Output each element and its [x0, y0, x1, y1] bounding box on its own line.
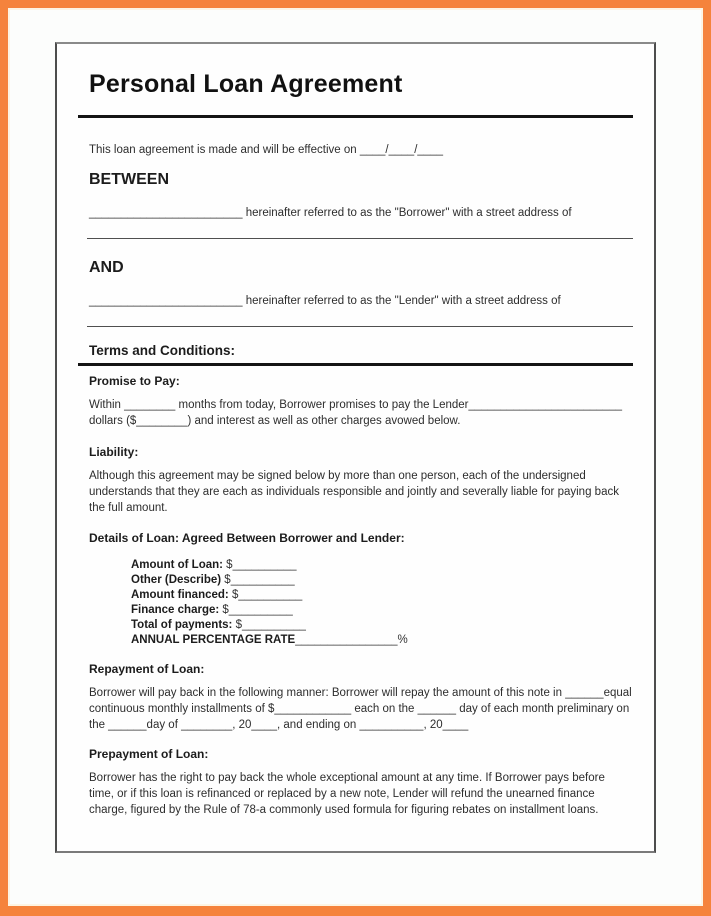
detail-label: Other (Describe) — [131, 574, 222, 586]
repayment-line: continuous monthly installments of $____________ each on the ______ day of each month preliminary on — [89, 703, 630, 715]
detail-label: Amount of Loan: — [131, 559, 223, 571]
liability-line: the full amount. — [89, 502, 168, 514]
loan-details-heading: Details of Loan: Agreed Between Borrower and Lender: — [89, 531, 405, 545]
promise-heading: Promise to Pay: — [89, 374, 180, 388]
repayment-heading: Repayment of Loan: — [89, 662, 205, 676]
detail-blank: $__________ — [219, 604, 293, 616]
lender-intro-line: ________________________ hereinafter referred to as the "Lender" with a street address of — [89, 295, 561, 307]
detail-label: Total of payments: — [131, 619, 233, 631]
detail-blank: ________________% — [295, 634, 408, 646]
terms-rule — [78, 363, 633, 366]
prepayment-line: charge, figured by the Rule of 78-a commonly used formula for figuring rebates on installment loans. — [89, 804, 599, 816]
prepayment-line: Borrower has the right to pay back the whole exceptional amount at any time. If Borrower pays before — [89, 772, 605, 784]
detail-label: Amount financed: — [131, 589, 229, 601]
and-heading: AND — [89, 259, 124, 276]
terms-heading: Terms and Conditions: — [89, 343, 236, 358]
repayment-line: Borrower will pay back in the following manner: Borrower will repay the amount of this note in ______equal — [89, 687, 632, 699]
detail-blank: $__________ — [221, 574, 295, 586]
loan-detail-row — [131, 603, 633, 618]
document-title: Personal Loan Agreement — [89, 70, 403, 98]
loan-detail-row — [131, 573, 633, 588]
detail-label: Finance charge: — [131, 604, 220, 616]
liability-heading: Liability: — [89, 445, 139, 459]
loan-detail-row — [131, 558, 633, 573]
prepayment-heading: Prepayment of Loan: — [89, 747, 209, 761]
loan-details-list — [131, 558, 633, 648]
between-heading: BETWEEN — [89, 171, 169, 188]
detail-blank: $__________ — [232, 619, 306, 631]
promise-line: Within ________ months from today, Borrower promises to pay the Lender________________________ — [89, 399, 622, 411]
title-rule — [78, 115, 633, 118]
loan-detail-row — [131, 633, 633, 648]
lender-address-blank-line — [87, 326, 633, 327]
prepayment-line: time, or if this loan is refinanced or replaced by a new note, Lender will refund the unearned finance — [89, 788, 595, 800]
liability-line: understands that they are each as individuals responsible and jointly and severally liable for paying back — [89, 486, 619, 498]
loan-detail-row — [131, 588, 633, 603]
intro-line: This loan agreement is made and will be effective on ____/____/____ — [89, 144, 443, 156]
detail-blank: $__________ — [228, 589, 303, 601]
borrower-intro-line: ________________________ hereinafter referred to as the "Borrower" with a street address of — [89, 207, 572, 219]
detail-label: ANNUAL PERCENTAGE RATE — [131, 634, 296, 646]
borrower-address-blank-line — [87, 238, 633, 239]
detail-blank: $__________ — [222, 559, 297, 571]
promise-line: dollars ($________) and interest as well as other charges avowed below. — [89, 415, 461, 427]
document-sheet — [55, 42, 656, 853]
repayment-line: the ______day of ________, 20____, and ending on __________, 20____ — [89, 719, 469, 731]
liability-line: Although this agreement may be signed below by more than one person, each of the undersigned — [89, 470, 586, 482]
loan-detail-row — [131, 618, 633, 633]
